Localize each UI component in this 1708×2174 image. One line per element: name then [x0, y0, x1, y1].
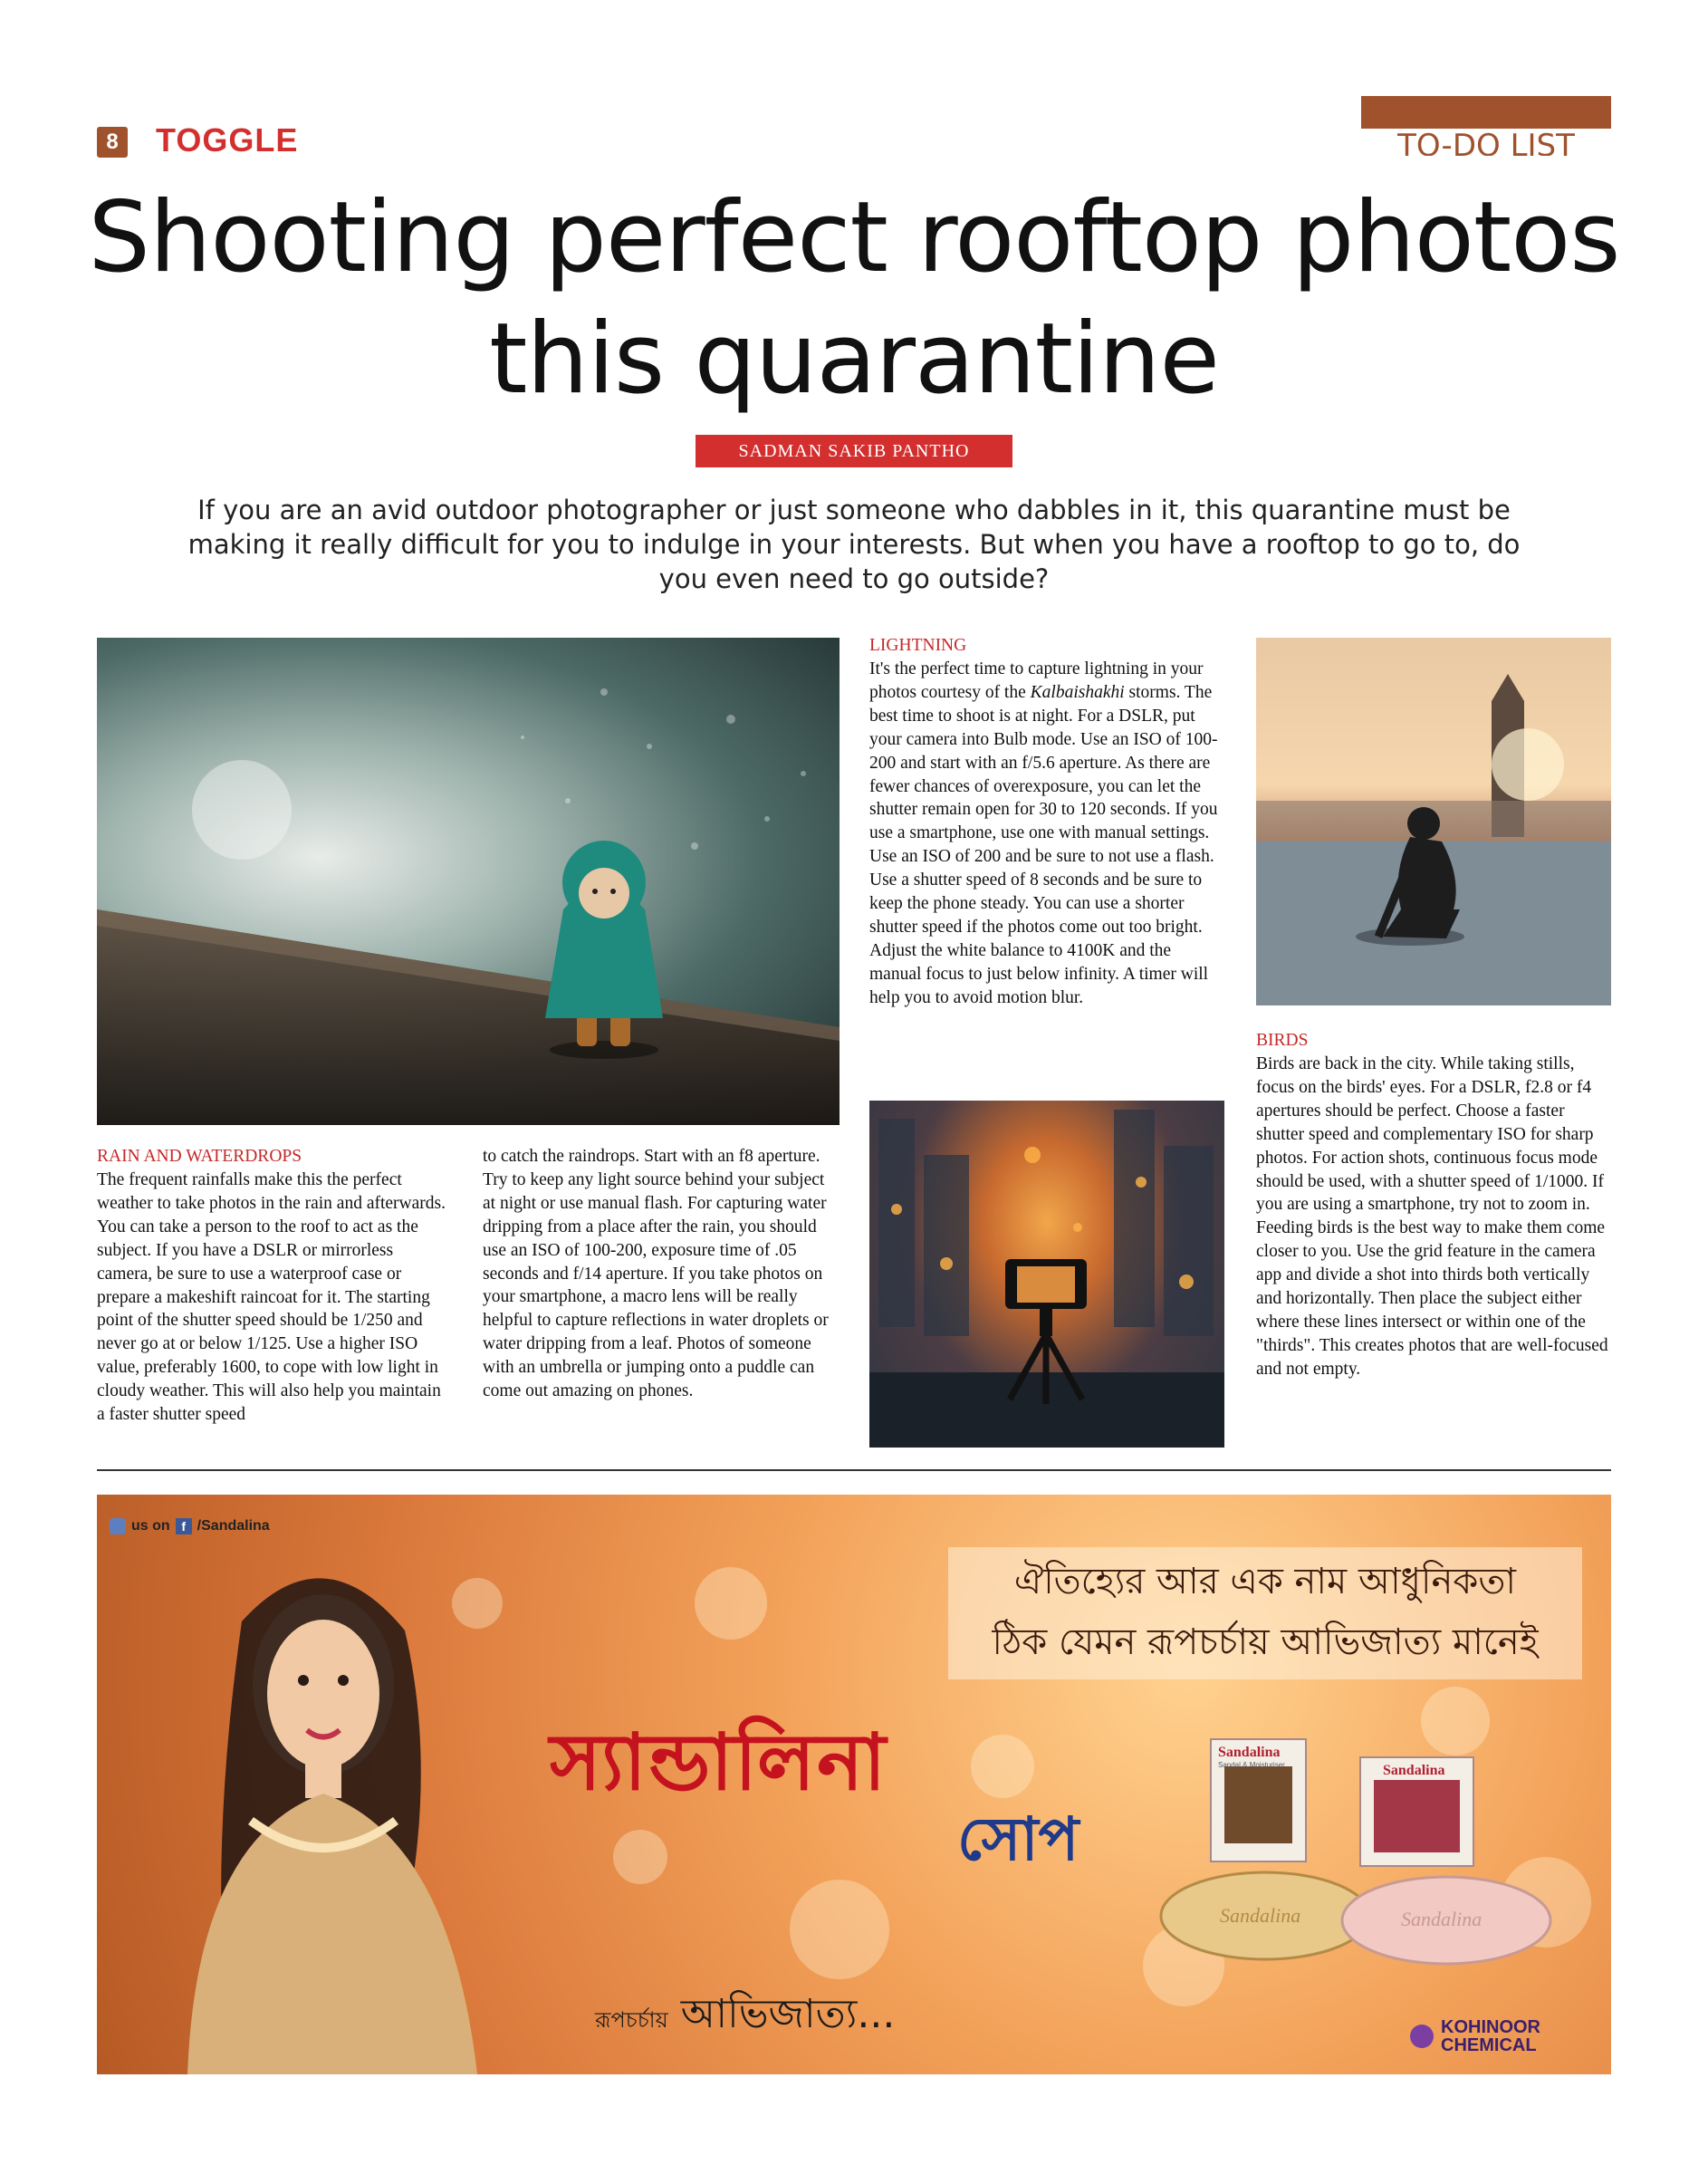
- tripod-camera-photo: [869, 1101, 1224, 1448]
- pack-1-sub: Sandal & Moisturiser: [1218, 1761, 1285, 1769]
- lightning-section: [869, 634, 1224, 1010]
- soap-advertisement: [97, 1495, 1611, 2074]
- magazine-logo: [156, 121, 298, 159]
- birds-body: Birds are back in the city. While taking stills, focus on the birds' eyes. For a DSLR, f2.8 or f4 apertures should be perfect. Choose a faster shutter speed and complementary ISO for sharp photos. For action shots, continuous focus mode should be used, with a shutter speed of 1/1000. If you are using a smartphone, try not to zoom in. Feeding birds is the best way to make them come closer to you. Use the grid feature in the camera app and divide a shot into thirds both vertically and horizontally. Then place the subject either where these lines intersect or within one of the "thirds". This creates photos that are well-focused and not empty.: [1256, 1054, 1608, 1379]
- manufacturer-name: [1441, 2018, 1540, 2054]
- rain-figurine-illustration: [97, 638, 840, 1125]
- ad-top-tagline-1: ঐতিহ্যের আর এক নাম আধুনিকতা: [1014, 1561, 1516, 1602]
- section-label: TO-DO LIST: [1361, 129, 1611, 156]
- rain-section-col1: [97, 1145, 452, 1427]
- section-tab: [1361, 96, 1611, 156]
- article-intro: If you are an avid outdoor photographer or just someone who dabbles in it, this quarantine must be making it really difficult for you to indulge in your interests. But when you have a rooftop to go to, do you even need to go outside?: [187, 495, 1521, 594]
- social-like-label: us on: [131, 1518, 170, 1534]
- manufacturer-logo: [1410, 2018, 1540, 2054]
- lightning-body: [869, 658, 1224, 1010]
- pack-2-label: Sandalina: [1383, 1763, 1445, 1778]
- ad-tagline-small: রূপচর্চায়: [595, 2007, 668, 2033]
- title-line-2: this quarantine: [489, 303, 1219, 416]
- rain-figurine-photo: [97, 638, 840, 1125]
- birds-heading: BIRDS: [1256, 1031, 1309, 1050]
- rain-body-part1: The frequent rainfalls make this the perfect weather to take photos in the rain and afterwards. You can take a person to the roof to act as the subject. If you have a DSLR or mirrorless camera, be sure to use a waterproof case or prepare a makeshift raincoat for it. The starting point of the shutter speed should be 1/250 and never go at or below 1/125. Use a higher ISO value, preferably 1600, to cope with low light in cloudy weather. This will also help you maintain a faster shutter speed: [97, 1170, 446, 1425]
- rain-heading: RAIN AND WATERDROPS: [97, 1147, 302, 1166]
- ad-top-tagline: [948, 1547, 1582, 1679]
- lightning-heading: LIGHTNING: [869, 636, 967, 655]
- manufacturer-name-2: CHEMICAL: [1441, 2035, 1537, 2055]
- pack-1-label: Sandalina: [1218, 1745, 1281, 1760]
- soap-bar-2-label: Sandalina: [1401, 1908, 1483, 1930]
- logo-part-a: TOG: [156, 121, 229, 159]
- rooftop-sunset-photo: [1256, 638, 1611, 1005]
- social-handle: /Sandalina: [197, 1518, 270, 1534]
- rain-body-part2: to catch the raindrops. Start with an f8 aperture. Try to keep any light source behind your subject at night or use manual flash. For capturing water dripping from a place after the rain, you should use an ISO of 100-200, exposure time of .05 seconds and f/14 aperture. If you take photos on your smartphone, a macro lens will be really helpful to capture reflections in water droplets or water dripping from a leaf. Photos of someone with an umbrella or jumping onto a puddle can come out amazing on phones.: [483, 1147, 829, 1401]
- section-divider: [97, 1469, 1611, 1471]
- tripod-camera-illustration: [869, 1101, 1224, 1448]
- rooftop-sunset-illustration: [1256, 638, 1611, 1005]
- manufacturer-name-1: KOHINOOR: [1441, 2017, 1540, 2037]
- soap-bar-1-label: Sandalina: [1220, 1904, 1301, 1927]
- thumbs-up-icon: [110, 1518, 126, 1534]
- flower-icon: [1410, 2025, 1434, 2048]
- ad-brand-name: স্যান্ডালিনা: [550, 1717, 888, 1808]
- lightning-body-b: storms. The best time to shoot is at night. For a DSLR, put your camera into Bulb mode. Use an ISO of 100-200 and start with an f/5.6 aperture. As there are fewer chances of overexposure, you can let the shutter remain open for 30 to 120 seconds. If you use a smartphone, use one with manual settings. Use an ISO of 200 and be sure to not use a flash. Use a shutter speed of 8 seconds and be sure to keep the phone steady. You can use a shorter shutter speed if the photos come out too bright. Adjust the white balance to 4100K and the manual focus to just below infinity. A timer will help you to avoid motion blur.: [869, 682, 1218, 1007]
- social-follow[interactable]: [110, 1518, 270, 1534]
- facebook-icon: f: [176, 1518, 192, 1534]
- ad-bottom-tagline: [595, 1984, 895, 2050]
- title-line-1: Shooting perfect rooftop photos: [88, 181, 1620, 294]
- birds-section: [1256, 1029, 1611, 1381]
- author-byline: SADMAN SAKIB PANTHO: [696, 435, 1012, 467]
- lightning-body-em: Kalbaishakhi: [1030, 682, 1125, 702]
- rain-section-col2: [483, 1145, 838, 1403]
- ad-brand-sub: সোপ: [957, 1804, 1079, 1874]
- logo-part-b: GLE: [228, 121, 299, 159]
- lightning-body-a: It's the perfect time to capture lightning in your photos courtesy of the: [869, 659, 1204, 702]
- article-title: [72, 178, 1636, 420]
- page-number: 8: [97, 127, 128, 158]
- ad-tagline-big: আভিজাত্য...: [680, 1991, 896, 2037]
- ad-top-tagline-2: ঠিক যেমন রূপচর্চায় আভিজাত্য মানেই: [992, 1621, 1539, 1663]
